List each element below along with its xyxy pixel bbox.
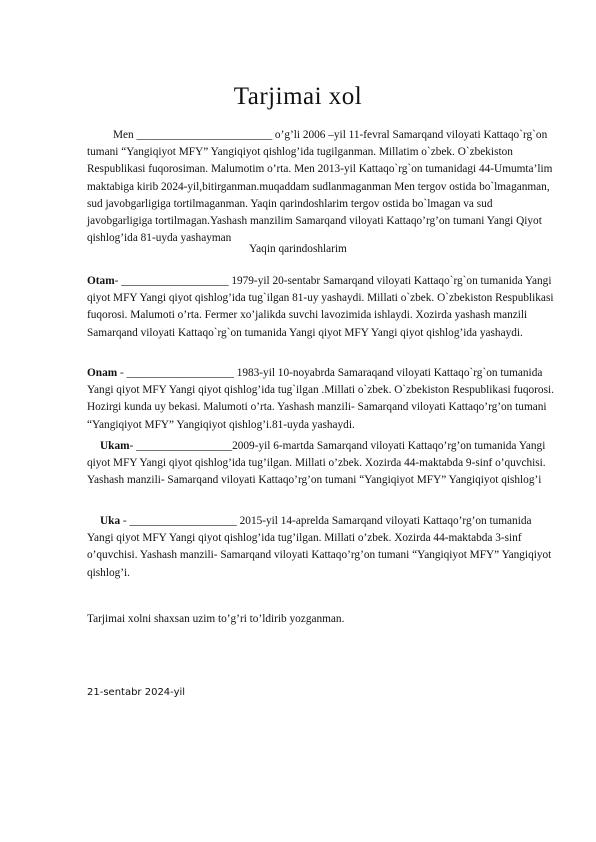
relative-brother-paragraph	[87, 438, 555, 490]
document-title: Tarjimai xol	[233, 83, 363, 110]
relative-younger-brother-paragraph	[87, 513, 555, 582]
relative-father-label: Otam	[87, 275, 115, 287]
relative-brother-label: Ukam	[100, 440, 130, 452]
relatives-heading: Yaqin qarindoshlarim	[249, 243, 347, 255]
closing-statement: Tarjimai xolni shaxsan uzim to’g’ri to’ldirib yozganman.	[87, 613, 345, 625]
relative-mother-paragraph	[87, 365, 555, 434]
relative-younger-brother-label: Uka	[100, 515, 121, 527]
document-date: 21-sentabr 2024-yil	[87, 687, 186, 698]
intro-paragraph: Men ________________________ o’g’li 2006 –yil 11-fevral Samarqand viloyati Kattaqo`rg`on tumani “Yangiqiyot MFY” Yangiqiyot qishlog’ida tugilganman. Millatim o`zbek. O`zbekiston Respublikasi fuqorosiman. Malumotim o’rta. Men 2013-yil Kattaqo`rg`on tumanidagi 44-Umumta’lim maktabiga kirib 2024-yil,bitirganman.muqaddam sudlanmaganman Men tergov ostida bo`lmaganman, sud javobgarligiga tortilmaganman. Yaqin qarindoshlarim tergov ostida bo`lmagan va sud javobgarligiga tortilmagan.Yashash manzilim Samarqand viloyati Kattaqo’rg’on tumani Yangi Qiyot qishlog’ida 81-uyda yashayman	[87, 129, 553, 245]
relative-mother-label: Onam	[87, 367, 118, 379]
relative-brother-text: - _________________2009-yil 6-martda Samarqand viloyati Kattaqo’rg’on tumanida Yangi qiyot MFY Yangi qiyot qishlog’ida tug’ilgan. Millati o’zbek. Xozirda 44-maktabda 9-sinf o’quvchisi. Yashash manzili- Samarqand viloyati Kattaqo’rg’on tumani “Yangiqiyot MFY” Yangiqiyot qishlog’i	[87, 440, 546, 487]
relative-father-text: - ___________________ 1979-yil 20-sentabr Samarqand viloyati Kattaqo`rg`on tumanida Yangi qiyot MFY Yangi qiyot qishlog’ida tug`ilgan 81-uy yashaydi. Millati o`zbek. O`zbekiston Respublikasi fuqorosi. Malumoti o’rta. Fermer xo’jalikda suvchi lavozimida ishlaydi. Xozirda yashash manzili Samarqand viloyati Kattaqo`rg`on tumanida Yangi qiyot MFY Yangi qiyot qishlog’ida yashaydi.	[87, 275, 554, 339]
relative-younger-brother-text: - ___________________ 2015-yil 14-aprelda Samarqand viloyati Kattaqo’rg’on tumanida Yangi qiyot MFY Yangi qiyot qishlog’ida tug’ilgan. Millati o’zbek. Xozirda 44-maktabda 3-sinf o’quvchisi. Yashash manzili- Samarqand viloyati Kattaqo’rg’on tumani “Yangiqiyot MFY” Yangiqiyot qishlog’i.	[87, 515, 552, 579]
relative-father-paragraph	[87, 273, 555, 342]
relative-mother-text: - ___________________ 1983-yil 10-noyabrda Samaraqand viloyati Kattaqo`rg`on tumanida Yangi qiyot MFY Yangi qiyot qishlog’ida tug`ilgan .Millati o`zbek. O`zbekiston Respublikasi fuqorosi. Hozirgi kunda uy bekasi. Malumoti o’rta. Yashash manzili- Samarqand viloyati Kattaqo’rg’on tumani “Yangiqiyot MFY” Yangiqiyot qishlog’i.81-uyda yashaydi.	[87, 367, 554, 431]
